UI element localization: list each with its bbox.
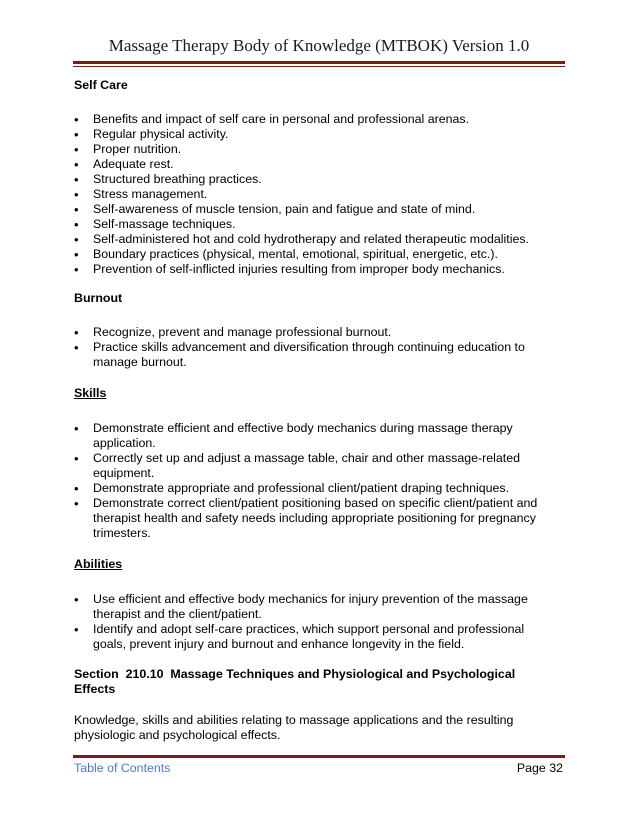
list-item: • Use efficient and effective body mechanics for injury prevention of the massage therapist and the client/patient.	[74, 592, 554, 622]
list-item: • Demonstrate correct client/patient positioning based on specific client/patient and therapist health and safety needs including appropriate positioning for pregnancy trimesters.	[74, 496, 554, 541]
skills-list	[74, 421, 554, 541]
list-item: • Self-awareness of muscle tension, pain and fatigue and state of mind.	[74, 202, 554, 217]
table-of-contents-link[interactable]: Table of Contents	[74, 761, 171, 775]
abilities-heading: Abilities	[74, 557, 123, 571]
self-care-heading: Self Care	[74, 78, 128, 92]
list-item: • Boundary practices (physical, mental, emotional, spiritual, energetic, etc.).	[74, 247, 554, 262]
list-item: • Proper nutrition.	[74, 142, 554, 157]
list-item: • Structured breathing practices.	[74, 172, 554, 187]
page-number: Page 32	[516, 761, 563, 775]
list-item: • Stress management.	[74, 187, 554, 202]
header-divider	[73, 61, 565, 64]
skills-heading: Skills	[74, 386, 107, 400]
list-item: • Regular physical activity.	[74, 127, 554, 142]
list-item: • Self-massage techniques.	[74, 217, 554, 232]
abilities-list	[74, 592, 554, 652]
header-divider-thin	[73, 66, 565, 67]
list-item: • Correctly set up and adjust a massage table, chair and other massage-related equipment.	[74, 451, 554, 481]
list-item: • Benefits and impact of self care in personal and professional arenas.	[74, 112, 554, 127]
document-body	[74, 78, 554, 743]
list-item: • Self-administered hot and cold hydrotherapy and related therapeutic modalities.	[74, 232, 554, 247]
burnout-list	[74, 325, 554, 370]
list-item: • Demonstrate efficient and effective body mechanics during massage therapy application.	[74, 421, 554, 451]
list-item: • Prevention of self-inflicted injuries resulting from improper body mechanics.	[74, 262, 554, 277]
page-header-title: Massage Therapy Body of Knowledge (MTBOK) Version 1.0	[108, 36, 530, 55]
footer-divider	[73, 755, 565, 758]
list-item: • Adequate rest.	[74, 157, 554, 172]
list-item: • Identify and adopt self-care practices, which support personal and professional goals, prevent injury and burnout and enhance longevity in the field.	[74, 622, 554, 652]
list-item: • Demonstrate appropriate and professional client/patient draping techniques.	[74, 481, 554, 496]
section-210-10-heading: Section 210.10 Massage Techniques and Physiological and Psychological Effects	[74, 667, 519, 696]
self-care-list	[74, 112, 554, 277]
list-item: • Recognize, prevent and manage professional burnout.	[74, 325, 554, 340]
section-210-10-body: Knowledge, skills and abilities relating to massage applications and the resulting physiologic and psychological effects.	[74, 713, 514, 742]
burnout-heading: Burnout	[74, 291, 123, 305]
list-item: • Practice skills advancement and diversification through continuing education to manage burnout.	[74, 340, 554, 370]
